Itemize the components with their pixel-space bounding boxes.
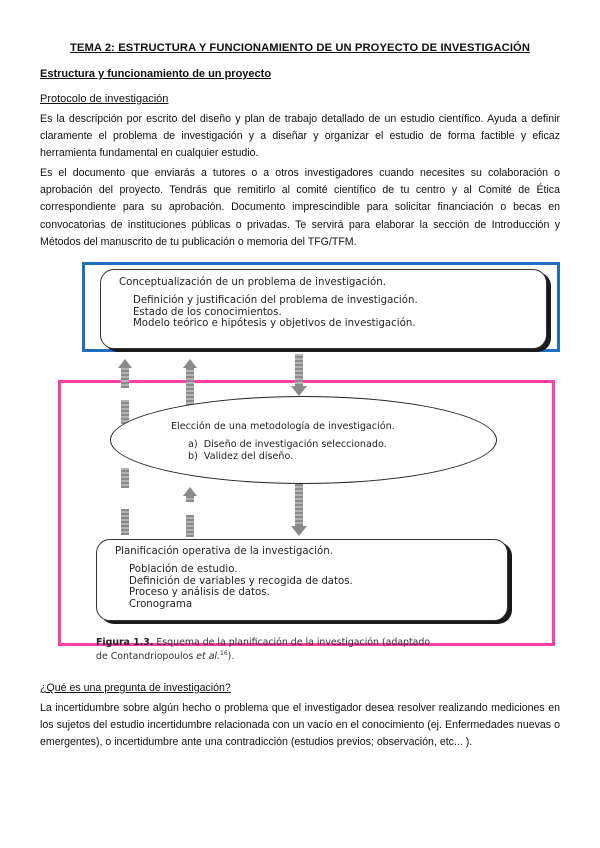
ellipse-item: a) Diseño de investigación seleccionado.	[188, 439, 387, 450]
conceptualization-box	[100, 269, 547, 349]
arrow-shaft	[295, 354, 303, 386]
arrow-shaft	[186, 515, 194, 537]
ellipse-item: b) Validez del diseño.	[188, 451, 294, 462]
arrow-shaft	[121, 509, 129, 535]
methodology-ellipse	[110, 396, 497, 484]
caption-et-al: et al.	[196, 651, 221, 663]
paragraph-protocol-usage: Es el documento que enviarás a tutores o a otros investigadores cuando necesites su colaboración o aprobación del proyecto. Tendrás que remitirlo al comité científico de tu centro y al Comité de Ética correspondiente para su aprobación. Documento imprescindible para solicitar financiación o becas en convocatorias de instituciones públicas o privadas. Te servirá para elaborar la sección de Introducción y Métodos del manuscrito de tu publicación o memoria del TFG/TFM.	[40, 167, 560, 248]
arrow-up-icon	[183, 359, 197, 368]
arrow-shaft	[121, 368, 129, 388]
box-item: Proceso y análisis de datos.	[129, 587, 270, 598]
ellipse-title: Elección de una metodología de investigación.	[171, 421, 395, 432]
box-title: Planificación operativa de la investigación.	[115, 546, 333, 557]
caption-reference: 16	[220, 650, 228, 657]
box-item: Población de estudio.	[129, 564, 238, 575]
caption-text: Esquema de la planificación de la investigación (adaptado	[153, 637, 431, 648]
question-heading: ¿Qué es una pregunta de investigación?	[40, 682, 231, 694]
caption-label: Figura 1.3.	[96, 637, 154, 648]
arrow-shaft	[121, 468, 129, 488]
operational-planning-box	[96, 539, 508, 621]
document-title: TEMA 2: ESTRUCTURA Y FUNCIONAMIENTO DE UN PROYECTO DE INVESTIGACIÓN	[69, 42, 531, 54]
box-title: Conceptualización de un problema de investigación.	[119, 277, 386, 288]
box-item: Estado de los conocimientos.	[133, 306, 282, 318]
figure-caption	[96, 637, 430, 662]
box-item: Definición y justificación del problema de investigación.	[133, 295, 418, 306]
arrow-shaft	[295, 484, 303, 526]
box-item: Definición de variables y recogida de datos.	[129, 575, 353, 587]
arrow-up-icon	[183, 487, 197, 496]
arrow-shaft	[186, 496, 194, 502]
paragraph-protocol-definition: Es la descripción por escrito del diseño y plan de trabajo detallado de un estudio científico. Ayuda a definir claramente el problema de investigación y a diseñar y organizar el estudio de forma factible y eficaz herramienta fundamental en cualquier estudio.	[40, 113, 560, 160]
caption-end: ).	[227, 651, 235, 663]
caption-source: de Contandriopoulos	[96, 651, 197, 663]
paragraph-research-question: La incertidumbre sobre algún hecho o problema que el investigador desea resolver realizando mediciones en los sujetos del estudio incertidumbre relacionada con un vacío en el conocimiento (ej. Enfermedades nuevas o emergentes), o incertidumbre ante una contradicción (estudios previos; observación, etc... ).	[40, 702, 560, 749]
subsection-heading: Protocolo de investigación	[40, 93, 169, 105]
box-item: Cronograma	[129, 598, 193, 610]
box-item: Modelo teórico e hipótesis y objetivos de investigación.	[133, 318, 416, 329]
arrow-down-icon	[291, 386, 307, 396]
arrow-up-icon	[118, 359, 132, 368]
section-heading: Estructura y funcionamiento de un proyecto	[40, 68, 272, 80]
arrow-shaft	[186, 368, 194, 406]
arrow-down-icon	[291, 526, 307, 536]
